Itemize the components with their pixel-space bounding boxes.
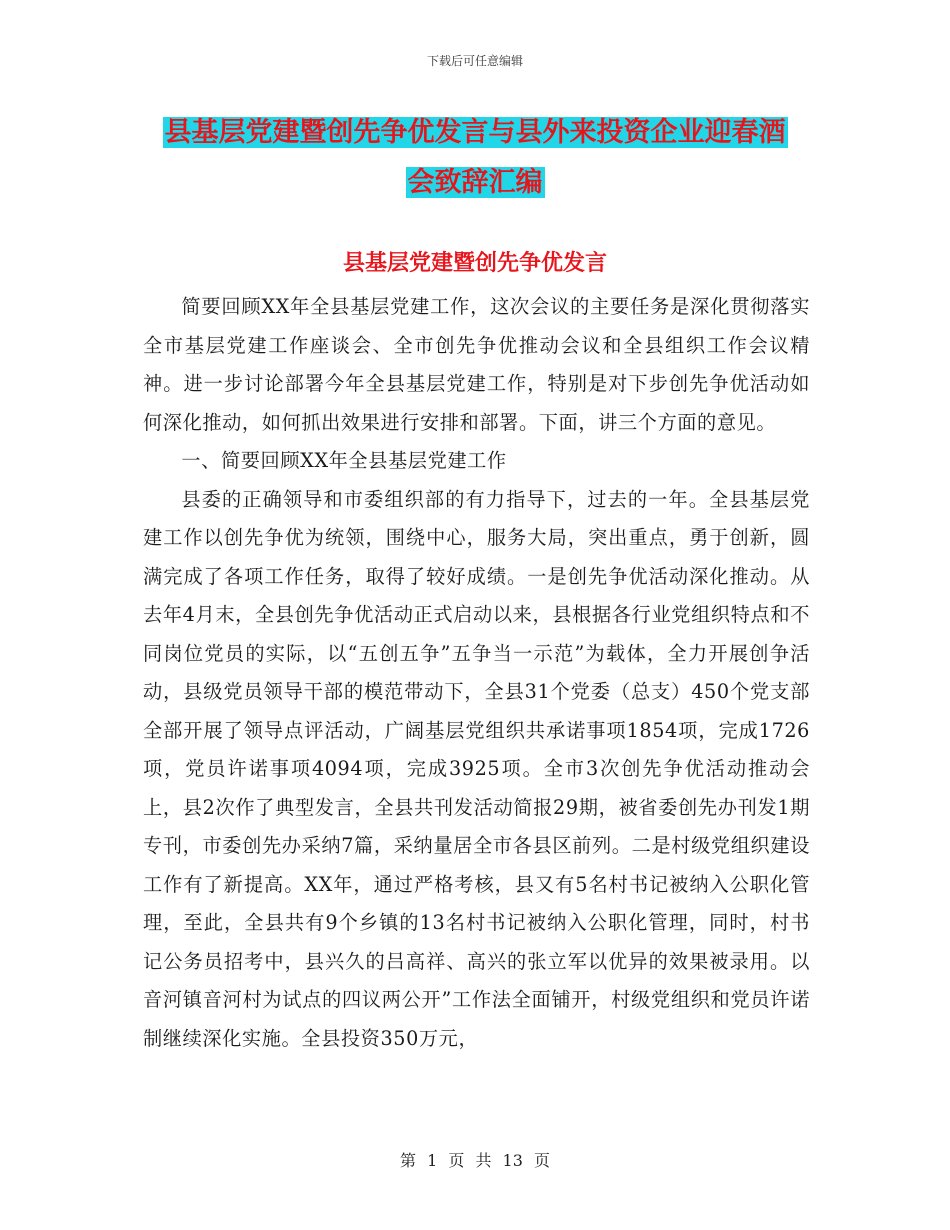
document-title [0,108,950,208]
header-note: 下载后可任意编辑 [426,54,523,68]
title-line-1: 县基层党建暨创先争优发言与县外来投资企业迎春酒 [164,117,786,148]
paragraph: 简要回顾XX年全县基层党建工作，这次会议的主要任务是深化贯彻落实全市基层党建工作座谈会、全市创先争优推动会议和全县组织工作会议精神。进一步讨论部署今年全县基层党建工作，特别是对下步创先争优活动如何深化推动，如何抓出效果进行安排和部署。下面，讲三个方面的意见。 [143,295,810,434]
title-line-2: 会致辞汇编 [407,167,543,198]
body-text [143,288,810,1058]
page-number-footer: 第 1 页 共 13 页 [400,1151,550,1170]
paragraph-heading: 一、简要回顾XX年全县基层党建工作 [181,449,507,472]
section-title: 县基层党建暨创先争优发言 [342,250,607,276]
paragraph: 县委的正确领导和市委组织部的有力指导下，过去的一年。全县基层党建工作以创先争优为统领，围绕中心，服务大局，突出重点，勇于创新，圆满完成了各项工作任务，取得了较好成绩。一是创先争优活动深化推动。从去年4月末，全县创先争优活动正式启动以来，县根据各行业党组织特点和不同岗位党员的实际，以“五创五争”五争当一示范”为载体，全力开展创争活动，县级党员领导干部的模范带动下，全县31个党委（总支）450个党支部全部开展了领导点评活动，广阔基层党组织共承诺事项1854项，完成1726项，党员许诺事项4094项，完成3925项。全市3次创先争优活动推动会上，县2次作了典型发言，全县共刊发活动简报29期，被省委创先办刊发1期专刊，市委创先办采纳7篇，采纳量居全市各县区前列。二是村级党组织建设工作有了新提高。XX年，通过严格考核，县又有5名村书记被纳入公职化管理，至此，全县共有9个乡镇的13名村书记被纳入公职化管理，同时，村书记公务员招考中，县兴久的吕高祥、高兴的张立军以优异的效果被录用。以音河镇音河村为试点的四议两公开”工作法全面铺开，村级党组织和党员许诺制继续深化实施。全县投资350万元， [143,487,810,1050]
